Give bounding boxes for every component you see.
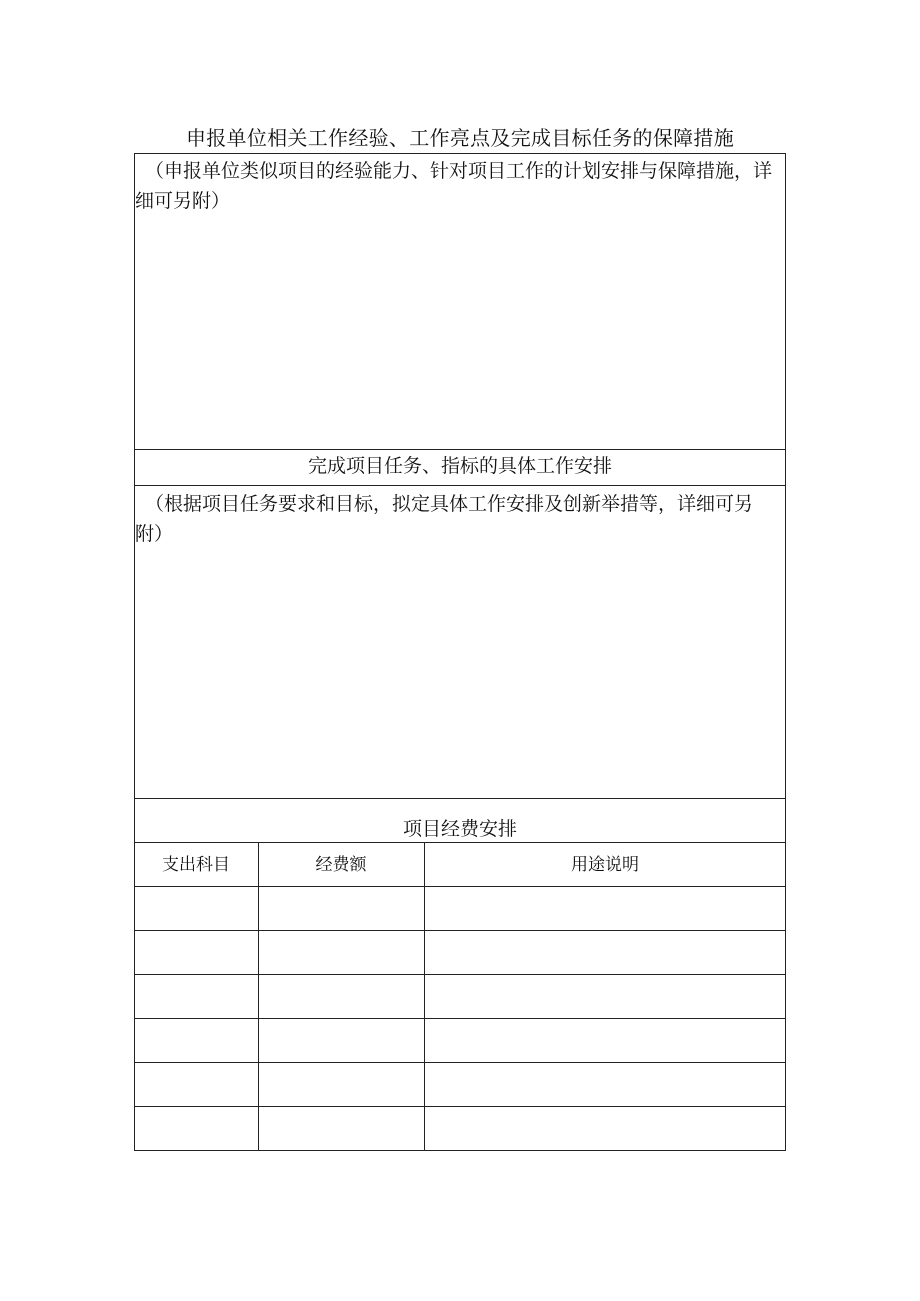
section2-title: 完成项目任务、指标的具体工作安排 xyxy=(307,455,612,477)
section2-hint: （根据项目任务要求和目标，拟定具体工作安排及创新举措等，详细可另附） xyxy=(135,493,754,545)
form-title: 申报单位相关工作经验、工作亮点及完成目标任务的保障措施 xyxy=(185,126,735,150)
table-row[interactable] xyxy=(134,975,786,1019)
divider-budget xyxy=(134,798,786,799)
column-header-usage: 用途说明 xyxy=(571,855,639,875)
divider-section2-body xyxy=(134,485,786,486)
table-row[interactable] xyxy=(134,887,786,931)
table-row[interactable] xyxy=(134,1063,786,1107)
table-top-border xyxy=(134,153,786,154)
divider-section2 xyxy=(134,449,786,450)
column-header-amount: 经费额 xyxy=(315,855,367,875)
budget-title: 项目经费安排 xyxy=(402,818,517,840)
table-row[interactable] xyxy=(134,931,786,975)
section1-hint: （申报单位类似项目的经验能力、针对项目工作的计划安排与保障措施，详细可另附） xyxy=(135,160,773,212)
table-row[interactable] xyxy=(134,1107,786,1151)
table-row[interactable] xyxy=(134,1019,786,1063)
column-header-subject: 支出科目 xyxy=(162,855,230,875)
